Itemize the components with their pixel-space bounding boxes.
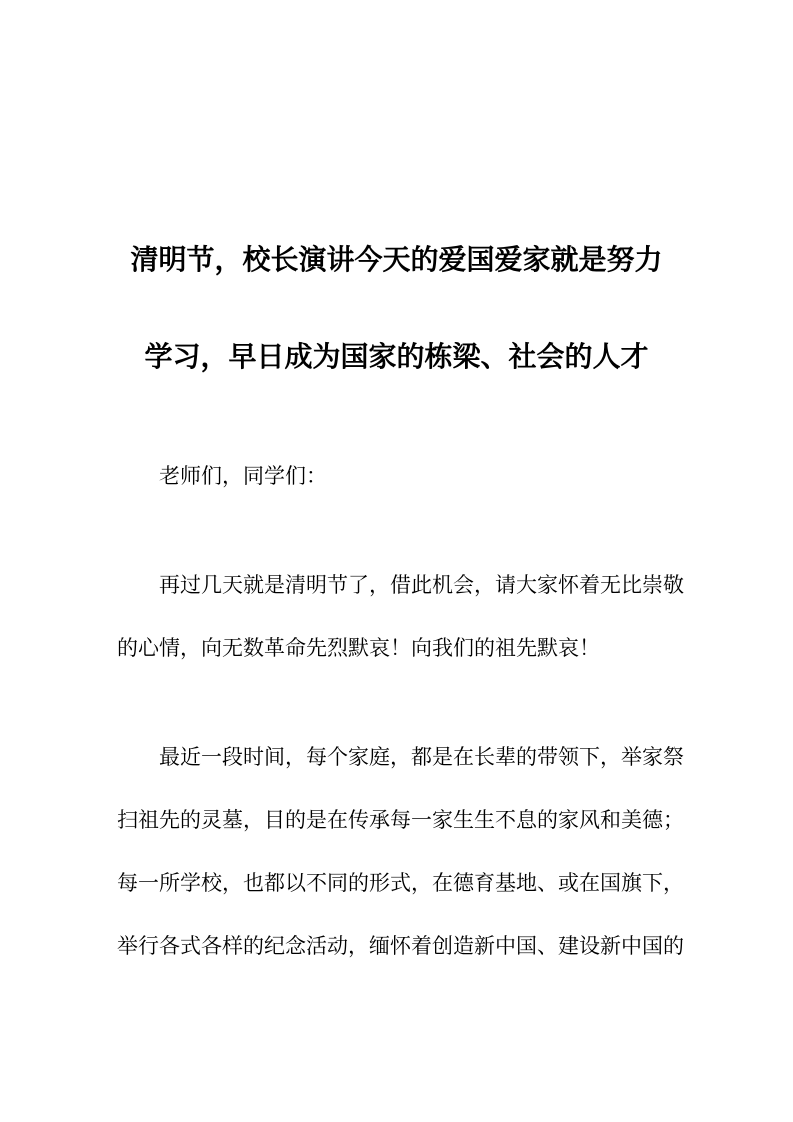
paragraph-line: 的心情，向无数革命先烈默哀！向我们的祖先默哀！ bbox=[117, 636, 600, 660]
paragraph-line: 举行各式各样的纪念活动，缅怀着创造新中国、建设新中国的 bbox=[117, 934, 684, 958]
paragraph-line: 扫祖先的灵墓，目的是在传承每一家生生不息的家风和美德； bbox=[117, 808, 684, 832]
greeting: 老师们，同学们： bbox=[159, 464, 327, 488]
paragraph-line: 每一所学校，也都以不同的形式，在德育基地、或在国旗下， bbox=[117, 871, 684, 895]
paragraph-line: 再过几天就是清明节了，借此机会，请大家怀着无比崇敬 bbox=[159, 573, 684, 597]
paragraph-line: 最近一段时间，每个家庭，都是在长辈的带领下，举家祭 bbox=[159, 745, 684, 769]
document-title-line-1: 清明节，校长演讲今天的爱国爱家就是努力 bbox=[130, 243, 663, 276]
document-title-line-2: 学习，早日成为国家的栋梁、社会的人才 bbox=[144, 340, 649, 373]
